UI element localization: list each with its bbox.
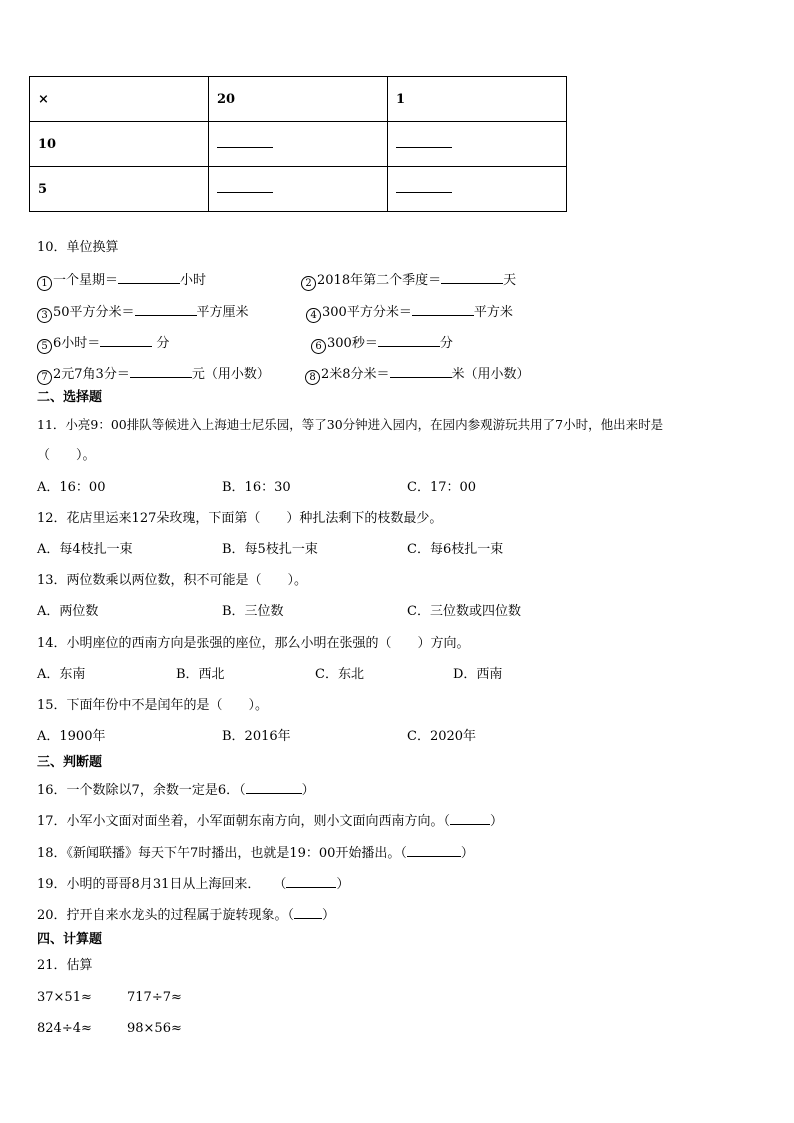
question-10-title: 10．单位换算 [37,240,119,255]
q10-item-7 [37,365,270,385]
question-19 [37,875,349,893]
table-row-label: 5 [30,167,209,212]
item-unit: 分 [152,336,170,351]
item-unit: 平方厘米 [196,305,249,320]
q10-item-4 [306,303,513,323]
item-text: 2元7角3分＝ [53,367,130,382]
item-text: 50平方分米＝ [53,305,135,320]
question-16 [37,781,315,799]
q13-option-a[interactable]: A．两位数 [37,604,99,619]
circled-number: 6 [311,339,326,354]
question-21-title: 21．估算 [37,958,93,973]
table-header-cell: × [30,77,209,122]
question-text-end: ） [322,908,336,923]
item-text: 6小时＝ [53,336,101,351]
answer-blank[interactable] [412,303,474,316]
answer-blank[interactable] [407,844,461,857]
q15-option-b[interactable]: B．2016年 [222,729,291,744]
question-11-text: 11．小亮9：00排队等候进入上海迪士尼乐园，等了30分钟进入园内，在园内参观游玩共用了7小时，他出来时是 [37,417,664,432]
table-header-row [30,77,567,122]
q13-option-b[interactable]: B．三位数 [222,604,284,619]
multiplication-table [29,76,567,212]
q14-option-d[interactable]: D．西南 [453,667,503,682]
item-unit: 米（用小数） [451,367,530,382]
q10-item-6 [311,334,453,354]
q12-option-b[interactable]: B．每5枝扎一束 [222,542,318,557]
answer-blank[interactable] [390,365,452,378]
q14-option-b[interactable]: B．西北 [176,667,225,682]
section-heading-judgment: 三、判断题 [37,755,103,770]
item-text: 2018年第二个季度＝ [317,273,442,288]
section-heading-choice: 二、选择题 [37,390,103,405]
q12-option-c[interactable]: C．每6枝扎一束 [407,542,504,557]
answer-blank[interactable] [209,122,388,167]
question-18 [37,844,474,862]
answer-blank[interactable] [100,334,152,347]
question-text: 19．小明的哥哥8月31日从上海回来． （ [37,877,287,892]
answer-blank[interactable] [135,303,197,316]
question-11-text-2: （ ）。 [37,448,96,463]
question-12-text: 12．花店里运来127朵玫瑰，下面第（ ）种扎法剩下的枝数最少。 [37,511,443,526]
answer-blank[interactable] [378,334,440,347]
question-text: 16．一个数除以7，余数一定是6．（ [37,783,246,798]
q11-option-b[interactable]: B．16：30 [222,480,291,495]
q13-option-c[interactable]: C．三位数或四位数 [407,604,521,619]
q14-option-c[interactable]: C．东北 [315,667,364,682]
estimate-item: 37×51≈ [37,990,92,1005]
item-unit: 小时 [180,273,207,288]
q10-item-5 [37,334,169,354]
estimate-item: 98×56≈ [127,1021,182,1036]
table-row [30,122,567,167]
circled-number: 4 [306,308,321,323]
answer-blank[interactable] [246,781,302,794]
item-text: 一个星期＝ [53,273,119,288]
q10-item-8 [305,365,530,385]
item-unit: 分 [439,336,453,351]
question-text-end: ） [301,783,315,798]
question-14-text: 14．小明座位的西南方向是张强的座位，那么小明在张强的（ ）方向。 [37,636,470,651]
q10-item-3 [37,303,249,323]
q15-option-c[interactable]: C．2020年 [407,729,477,744]
q14-option-a[interactable]: A．东南 [37,667,86,682]
circled-number: 7 [37,370,52,385]
question-text-end: ） [336,877,350,892]
q15-option-a[interactable]: A．1900年 [37,729,106,744]
q12-option-a[interactable]: A．每4枝扎一束 [37,542,133,557]
item-text: 300秒＝ [327,336,378,351]
q11-option-a[interactable]: A．16：00 [37,480,106,495]
table-row-label: 10 [30,122,209,167]
answer-blank[interactable] [441,271,503,284]
table-header-cell: 1 [388,77,567,122]
circled-number: 3 [37,308,52,323]
question-15-text: 15．下面年份中不是闰年的是（ ）。 [37,698,269,713]
item-text: 300平方分米＝ [322,305,412,320]
answer-blank[interactable] [294,906,322,919]
question-text-end: ） [460,846,474,861]
answer-blank[interactable] [209,167,388,212]
answer-blank[interactable] [118,271,180,284]
answer-blank[interactable] [450,812,490,825]
q11-option-c[interactable]: C．17：00 [407,480,477,495]
table-row [30,167,567,212]
item-text: 2米8分米＝ [321,367,390,382]
question-text: 20．拧开自来水龙头的过程属于旋转现象。（ [37,908,295,923]
estimate-item: 717÷7≈ [127,990,182,1005]
table-header-cell: 20 [209,77,388,122]
item-unit: 平方米 [473,305,513,320]
circled-number: 1 [37,276,52,291]
estimate-item: 824÷4≈ [37,1021,92,1036]
answer-blank[interactable] [388,122,567,167]
question-20 [37,906,335,924]
item-unit: 天 [503,273,517,288]
q10-item-2 [301,271,516,291]
question-text: 18．《新闻联播》每天下午7时播出，也就是19：00开始播出。（ [37,846,407,861]
q10-item-1 [37,271,206,291]
section-heading-calculation: 四、计算题 [37,932,103,947]
question-text-end: ） [490,814,504,829]
answer-blank[interactable] [130,365,192,378]
item-unit: 元（用小数） [191,367,270,382]
question-13-text: 13．两位数乘以两位数，积不可能是（ ）。 [37,573,308,588]
circled-number: 2 [301,276,316,291]
question-17 [37,812,503,830]
question-text: 17．小军小文面对面坐着，小军面朝东南方向，则小文面向西南方向。（ [37,814,451,829]
answer-blank[interactable] [388,167,567,212]
answer-blank[interactable] [286,875,336,888]
circled-number: 8 [305,370,320,385]
circled-number: 5 [37,339,52,354]
